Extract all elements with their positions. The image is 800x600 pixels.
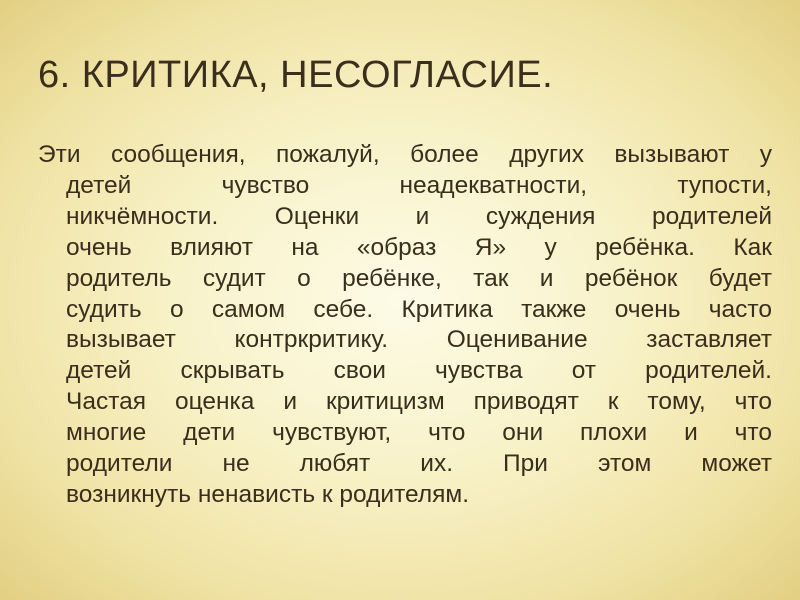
slide-title: 6. КРИТИКА, НЕСОГЛАСИЕ.: [38, 54, 554, 96]
body-line-11: родители не любят их. При этом может: [66, 450, 772, 478]
body-line-1: Эти сообщения, пожалуй, более других вызывают у: [38, 141, 772, 168]
body-line-6: судить о самом себе. Критика также очень часто: [66, 295, 772, 323]
body-line-2: детей чувство неадекватности, тупости,: [66, 171, 772, 199]
body-line-7: вызывает контркритику. Оценивание заставляет: [66, 326, 772, 354]
body-line-5: родитель судит о ребёнке, так и ребёнок будет: [66, 264, 772, 292]
body-line-3: никчёмности. Оценки и суждения родителей: [66, 202, 772, 230]
body-line-4: очень влияют на «образ Я» у ребёнка. Как: [66, 233, 772, 261]
body-line-9: Частая оценка и критицизм приводят к тому, что: [66, 388, 772, 416]
slide-body: [38, 140, 772, 511]
body-line-12: возникнуть ненависть к родителям.: [66, 480, 470, 508]
body-line-8: детей скрывать свои чувства от родителей.: [66, 357, 772, 385]
body-line-10: многие дети чувствуют, что они плохи и что: [66, 419, 772, 447]
